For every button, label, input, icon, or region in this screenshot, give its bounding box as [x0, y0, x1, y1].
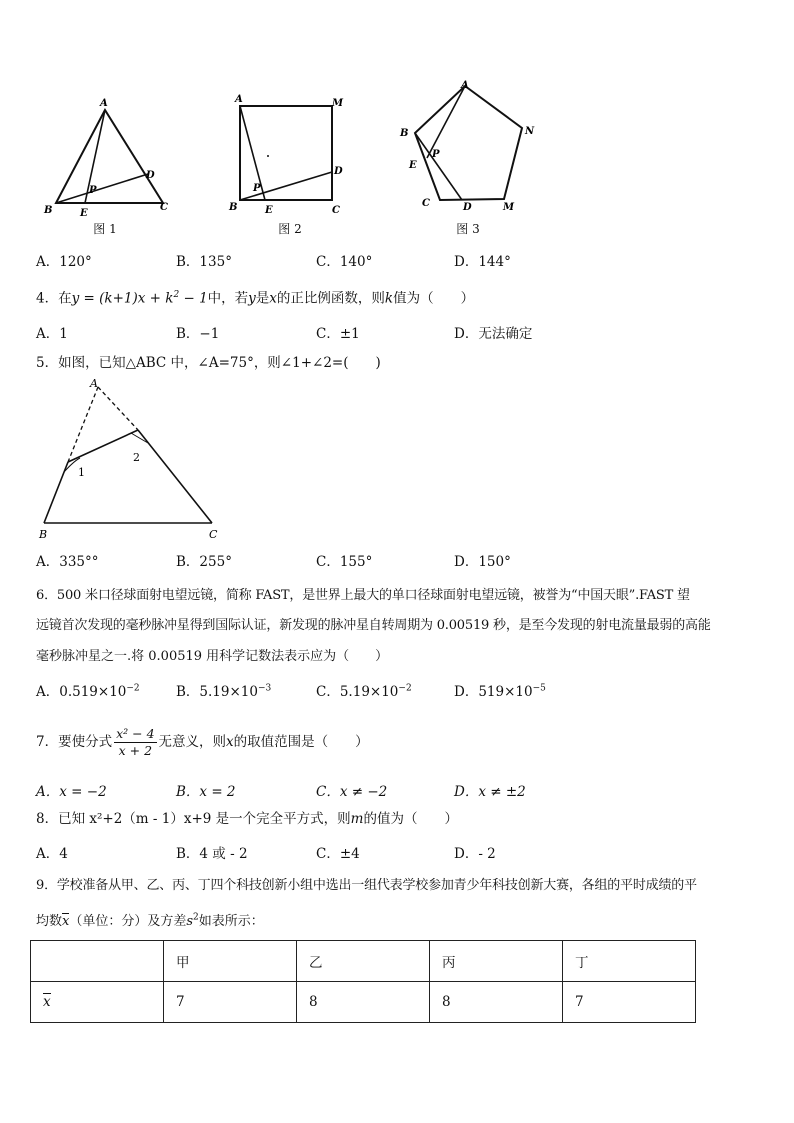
- question-7: 7．要使分式 $\frac{\text{x² − 4}}{x + 2}$ 无意义，则x的取值范围是（ ）: [36, 726, 369, 758]
- q8-option-b[interactable]: B．4 或 - 2: [176, 846, 248, 862]
- fig1-label-a: A: [100, 98, 108, 109]
- q6-option-a[interactable]: A．$0.519\times 10^{-2}$: [36, 683, 140, 700]
- q5-label-1: 1: [78, 466, 85, 479]
- score-table: [30, 940, 696, 1023]
- table-cell: 8: [297, 982, 430, 1023]
- table-header-cell: 丁: [563, 941, 696, 982]
- fig1-label-b: B: [44, 205, 53, 216]
- q3-options: [36, 250, 756, 270]
- fig3-label-b: B: [400, 128, 409, 139]
- table-row: [31, 982, 696, 1023]
- q5-label-a: A: [90, 377, 98, 390]
- q5-label-c: C: [209, 528, 218, 541]
- question-6-line-2: 远镜首次发现的毫秒脉冲星得到国际认证，新发现的脉冲星自转周期为 0.00519 秒，是至今发现的射电流量最弱的高能: [36, 618, 711, 633]
- q3-option-b[interactable]: B．135°: [176, 254, 232, 270]
- fig3-label-p: P: [432, 149, 440, 160]
- figure-2-caption: 图 2: [278, 222, 302, 236]
- fig3-label-a: A: [461, 80, 469, 91]
- figure-2: [225, 90, 365, 220]
- fig2-label-b: B: [229, 202, 238, 213]
- q8-option-c[interactable]: C．±4: [316, 846, 360, 862]
- table-header-cell: 乙: [297, 941, 430, 982]
- fig1-label-c: C: [160, 202, 168, 213]
- q3-option-a[interactable]: A．120°: [36, 254, 92, 270]
- question-9-line-2: 均数x（单位：分）及方差$s^2$如表所示：: [36, 912, 264, 929]
- q7-fraction: $\frac{\text{x² − 4}}{x + 2}$: [116, 726, 155, 758]
- q4-option-c[interactable]: C．±1: [316, 326, 360, 342]
- q5-label-b: B: [39, 528, 48, 541]
- fig2-label-m: M: [332, 98, 344, 109]
- fig3-label-d: D: [463, 202, 472, 213]
- q8-option-a[interactable]: A．4: [36, 846, 68, 862]
- figure-3: [395, 78, 555, 218]
- q5-options: [36, 550, 756, 570]
- q6-options: [36, 680, 756, 700]
- table-header-cell: [31, 941, 164, 982]
- fig1-label-p: P: [89, 185, 97, 196]
- question-5: 5．如图，已知△ABC 中，∠A=75°，则∠1+∠2=( ): [36, 355, 381, 371]
- figure-q5-triangle: [30, 375, 240, 545]
- q6-option-c[interactable]: C．$5.19\times 10^{-2}$: [316, 683, 412, 700]
- q8-option-d[interactable]: D．- 2: [454, 846, 496, 862]
- table-header-cell: 甲: [164, 941, 297, 982]
- table-cell: 7: [563, 982, 696, 1023]
- q4-option-d[interactable]: D．无法确定: [454, 326, 533, 342]
- fig3-label-m: M: [503, 202, 515, 213]
- fig2-label-c: C: [332, 205, 340, 216]
- q6-option-b[interactable]: B．$5.19\times 10^{-3}$: [176, 683, 272, 700]
- fig2-label-p: P: [253, 183, 261, 194]
- figure-1-caption: 图 1: [93, 222, 117, 236]
- fig3-label-e: E: [409, 160, 417, 171]
- table-cell: 8: [430, 982, 563, 1023]
- fig1-label-e: E: [80, 208, 88, 219]
- fig2-label-d: D: [334, 166, 343, 177]
- table-header-cell: 丙: [430, 941, 563, 982]
- q7-option-a[interactable]: A．x = −2: [36, 784, 107, 800]
- q8-options: [36, 842, 756, 862]
- fig2-label-a: A: [235, 94, 243, 105]
- fig3-label-n: N: [525, 126, 535, 137]
- q5-option-a[interactable]: A．335°°: [36, 554, 99, 570]
- table-row-label: x: [31, 982, 164, 1023]
- fig3-label-c: C: [422, 198, 430, 209]
- table-header-row: [31, 941, 696, 982]
- table-cell: 7: [164, 982, 297, 1023]
- fig2-label-e: E: [265, 205, 273, 216]
- question-6-line-3: 毫秒脉冲星之一.将 0.00519 用科学记数法表示应为（ ）: [36, 649, 389, 664]
- q7-options: [36, 780, 756, 800]
- q5-label-2: 2: [133, 451, 140, 464]
- question-8: 8．已知 x²+2（m - 1）x+9 是一个完全平方式，则m的值为（ ）: [36, 811, 458, 827]
- q4-option-a[interactable]: A．1: [36, 326, 68, 342]
- q5-option-b[interactable]: B．255°: [176, 554, 232, 570]
- figure-3-caption: 图 3: [456, 222, 480, 236]
- q3-option-d[interactable]: D．144°: [454, 254, 511, 270]
- figure-1: [30, 92, 180, 222]
- q7-option-c[interactable]: C．x ≠ −2: [316, 784, 388, 800]
- q3-option-c[interactable]: C．140°: [316, 254, 373, 270]
- q7-option-b[interactable]: B．x = 2: [176, 784, 236, 800]
- fig1-label-d: D: [146, 170, 155, 181]
- question-9-line-1: 9．学校准备从甲、乙、丙、丁四个科技创新小组中选出一组代表学校参加青少年科技创新大赛，各组的平时成绩的平: [36, 878, 697, 893]
- q5-option-c[interactable]: C．155°: [316, 554, 373, 570]
- question-4: 4．在$y = (k+1)x + k^2 - 1$中，若y是x的正比例函数，则k值为（ ）: [36, 290, 475, 307]
- q4-option-b[interactable]: B．−1: [176, 326, 220, 342]
- q4-options: [36, 322, 756, 342]
- q7-option-d[interactable]: D．x ≠ ±2: [454, 784, 526, 800]
- q6-option-d[interactable]: D．$519\times 10^{-5}$: [454, 683, 546, 700]
- question-6-line-1: 6．500 米口径球面射电望远镜，简称 FAST，是世界上最大的单口径球面射电望远镜，被誉为“中国天眼”.FAST 望: [36, 588, 690, 603]
- q5-option-d[interactable]: D．150°: [454, 554, 511, 570]
